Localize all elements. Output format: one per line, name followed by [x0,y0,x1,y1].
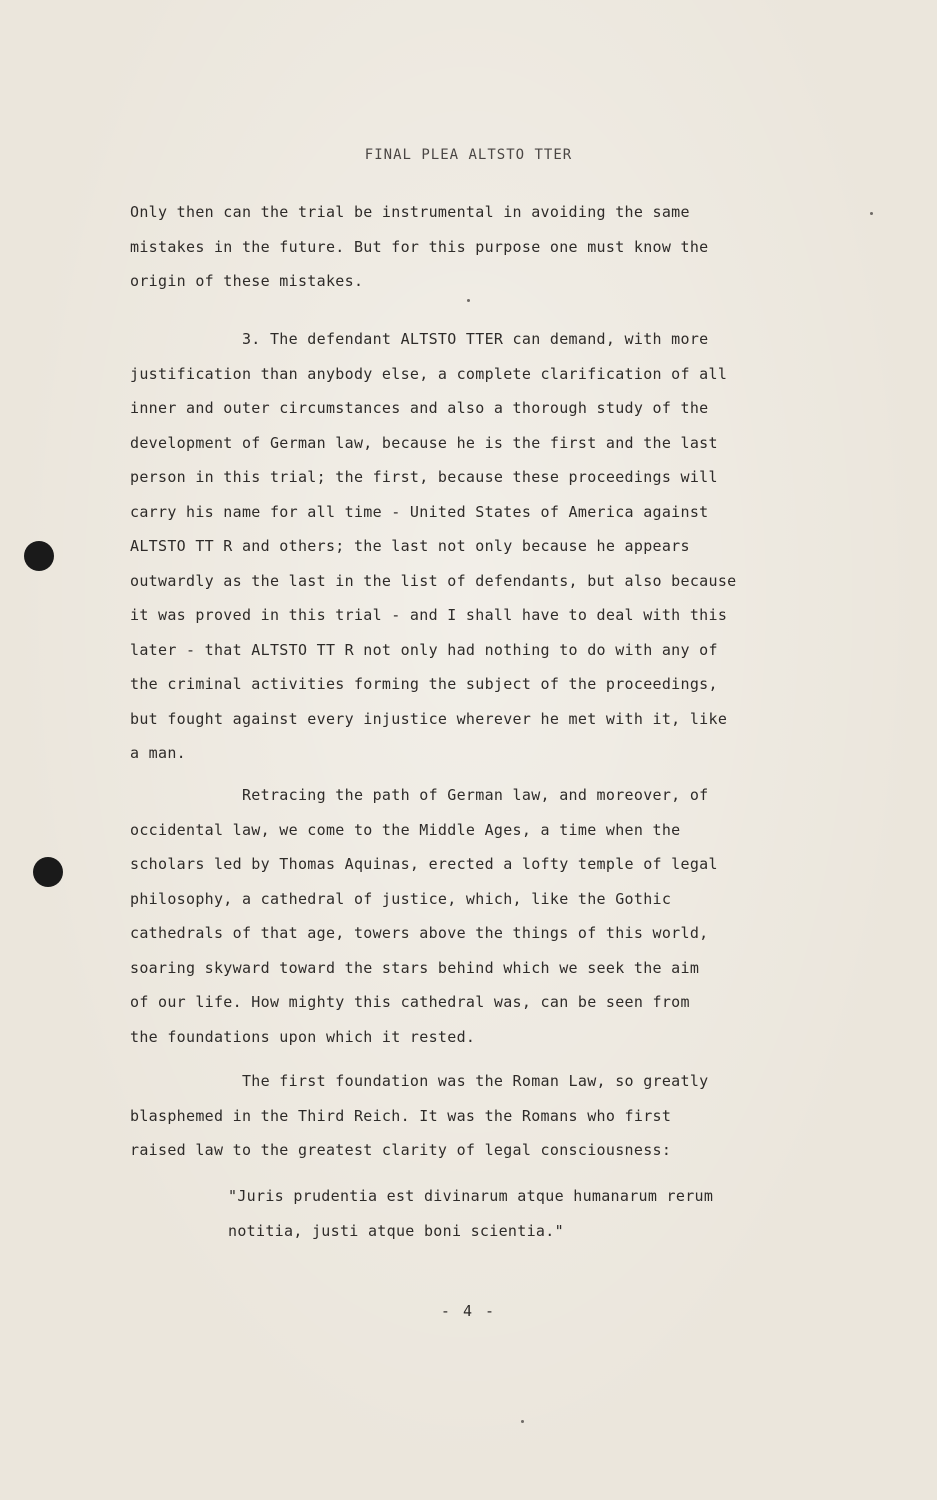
text-line: inner and outer circumstances and also a thorough study of the [130,399,709,417]
text-line: later - that ALTSTO TT R not only had nothing to do with any of [130,640,718,659]
text-line: but fought against every injustice wherever he met with it, like [130,709,728,728]
paragraph-4 [130,1064,780,1168]
paragraph-1 [130,195,780,299]
text-line: development of German law, because he is the first and the last [130,433,718,452]
text-line: carry his name for all time - United States of America against [130,502,709,521]
latin-quote [228,1179,878,1248]
text-line: raised law to the greatest clarity of legal consciousness: [130,1141,672,1159]
text-line: a man. [130,744,186,762]
text-line: the foundations upon which it rested. [130,1027,476,1046]
text-line: soaring skyward toward the stars behind which we seek the aim [130,958,700,977]
document-title: FINAL PLEA ALTSTO TTER [364,147,573,163]
text-line: person in this trial; the first, because these proceedings will [130,468,718,486]
punch-hole-upper [24,541,54,571]
quote-line: notitia, justi atque boni scientia." [228,1221,564,1240]
text-line: of our life. How mighty this cathedral was, can be seen from [130,993,690,1011]
text-line: occidental law, we come to the Middle Ages, a time when the [130,820,681,839]
text-line: Retracing the path of German law, and moreover, of [130,786,709,804]
page-number: - 4 - [440,1302,497,1320]
text-line: blasphemed in the Third Reich. It was the Romans who first [130,1106,672,1125]
paper-speck [521,1420,524,1423]
paper-speck [870,212,873,215]
paper-speck [467,299,470,302]
text-line: outwardly as the last in the list of defendants, but also because [130,571,737,590]
text-line: 3. The defendant ALTSTO TTER can demand, with more [130,330,709,348]
punch-hole-lower [33,857,63,887]
text-line: scholars led by Thomas Aquinas, erected a lofty temple of legal [130,855,718,873]
text-line: Only then can the trial be instrumental in avoiding the same [130,203,690,221]
text-line: mistakes in the future. But for this purpose one must know the [130,237,709,256]
text-line: The first foundation was the Roman Law, so greatly [130,1072,709,1090]
text-line: philosophy, a cathedral of justice, which, like the Gothic [130,889,672,908]
text-line: origin of these mistakes. [130,272,364,290]
text-line: justification than anybody else, a complete clarification of all [130,364,728,383]
paragraph-2 [130,322,780,771]
paragraph-3 [130,778,780,1054]
text-line: ALTSTO TT R and others; the last not only because he appears [130,537,690,555]
quote-line: "Juris prudentia est divinarum atque humanarum rerum [228,1187,714,1205]
text-line: the criminal activities forming the subject of the proceedings, [130,675,718,693]
text-line: it was proved in this trial - and I shall have to deal with this [130,606,728,624]
text-line: cathedrals of that age, towers above the things of this world, [130,924,709,942]
